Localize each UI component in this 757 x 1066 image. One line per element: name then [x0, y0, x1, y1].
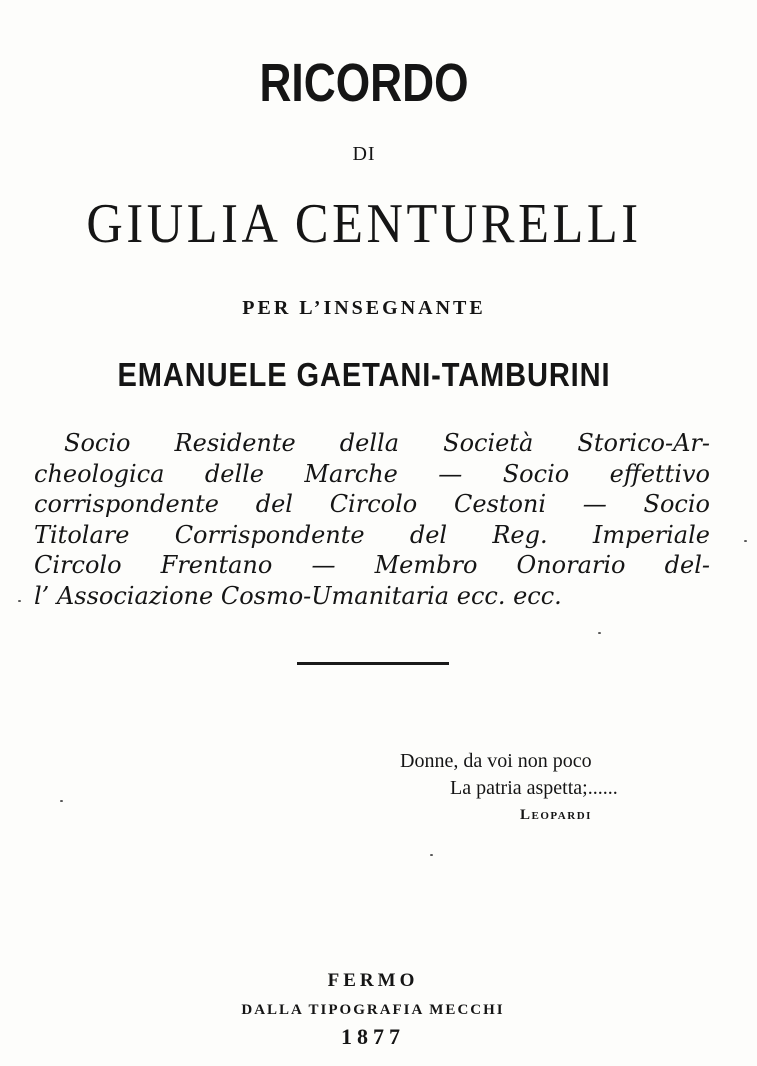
- paper-speck: [430, 854, 433, 856]
- imprint-printer: DALLA TIPOGRAFIA MECCHI: [241, 1002, 505, 1018]
- paper-speck: [598, 632, 601, 634]
- subject-name: GIULIA CENTURELLI: [86, 193, 642, 255]
- paper-speck: [18, 600, 21, 602]
- epigraph-line-1: Donne, da voi non poco: [400, 750, 592, 772]
- preposition-di: DI: [352, 143, 376, 165]
- paper-speck: [60, 800, 63, 802]
- epigraph-line-2: La patria aspetta;......: [450, 777, 618, 799]
- credentials-line: Socio Residente della Società Storico-Ar-: [64, 429, 710, 457]
- credentials-line: Titolare Corrispondente del Reg. Imperiale: [34, 520, 710, 549]
- divider-rule: [297, 662, 449, 665]
- paper-speck: [744, 540, 747, 542]
- credentials-line: Circolo Frentano — Membro Onorario del-: [34, 551, 710, 579]
- author-credentials: [34, 428, 710, 611]
- epigraph-attribution: Leopardi: [520, 807, 592, 823]
- author-name: EMANUELE GAETANI-TAMBURINI: [117, 356, 611, 393]
- epigraph: [400, 748, 730, 829]
- imprint-city: FERMO: [327, 970, 419, 991]
- credentials-line: corrispondente del Circolo Cestoni — Socio: [34, 490, 710, 518]
- imprint-year: 1877: [341, 1024, 405, 1049]
- credentials-line: cheologica delle Marche — Socio effettivo: [34, 459, 710, 488]
- by-line: PER L’INSEGNANTE: [242, 297, 486, 319]
- credentials-line: l’ Associazione Cosmo-Umanitaria ecc. ecc.: [34, 581, 562, 610]
- document-title: RICORDO: [259, 53, 469, 113]
